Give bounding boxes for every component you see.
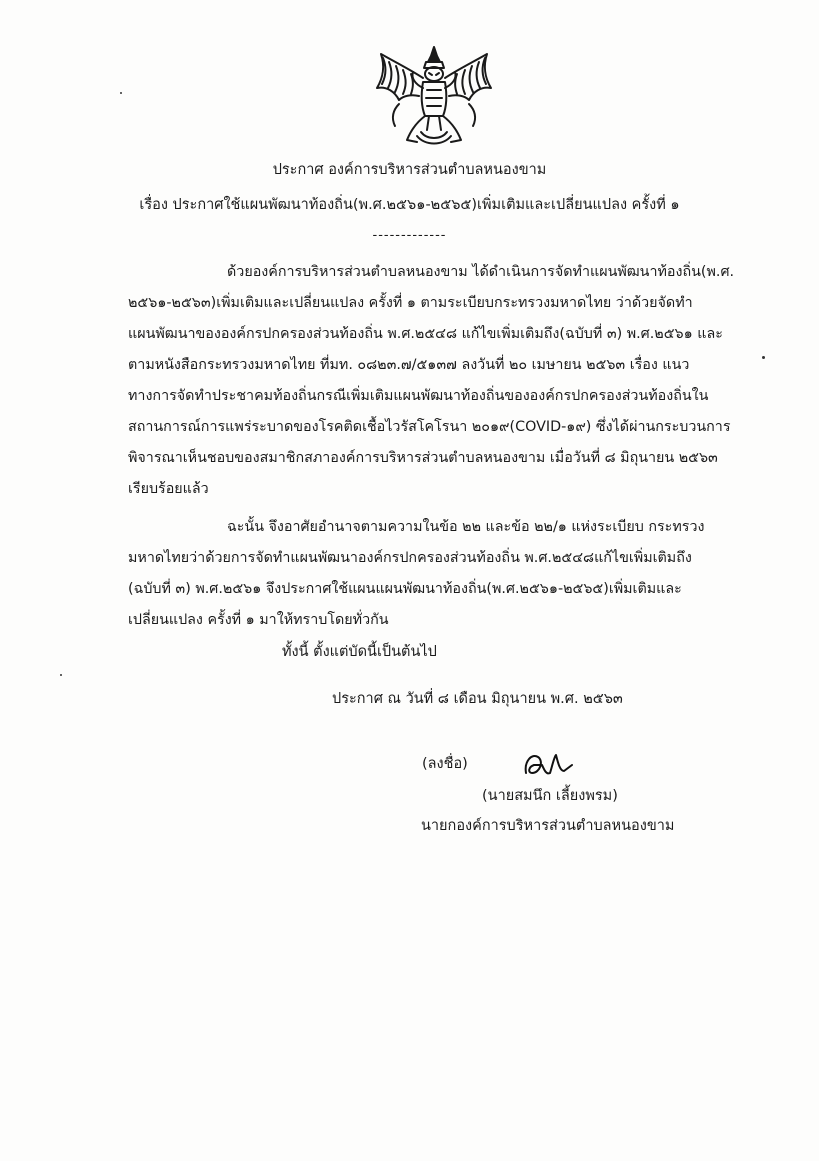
paragraph-line: แผนพัฒนาขององค์กรปกครองส่วนท้องถิ่น พ.ศ.๒๕๔๘ แก้ไขเพิ่มเติมถึง(ฉบับที่ ๓) พ.ศ.๒๕๖๑ และ — [128, 326, 723, 342]
announcement-subject: เรื่อง ประกาศใช้แผนพัฒนาท้องถิ่น(พ.ศ.๒๕๖๑-๒๕๖๕)เพิ่มเติมและเปลี่ยนแปลง ครั้งที่ ๑ — [139, 197, 680, 213]
paragraph-line: เปลี่ยนแปลง ครั้งที่ ๑ มาให้ทราบโดยทั่วกัน — [128, 612, 389, 628]
paragraph-line: (ฉบับที่ ๓) พ.ศ.๒๕๖๑ จึงประกาศใช้แผนแผนพัฒนาท้องถิ่น(พ.ศ.๒๕๖๑-๒๕๖๕)เพิ่มเติมและ — [128, 581, 682, 597]
signed-label: (ลงชื่อ) — [422, 756, 468, 772]
paragraph-line: ตามหนังสือกระทรวงมหาดไทย ที่มท. ๐๘๒๓.๗/๕๑๓๗ ลงวันที่ ๒๐ เมษายน ๒๕๖๓ เรื่อง แนว — [128, 357, 690, 373]
paragraph-line: มหาดไทยว่าด้วยการจัดทำแผนพัฒนาองค์กรปกครองส่วนท้องถิ่น พ.ศ.๒๕๔๘แก้ไขเพิ่มเติมถึง — [128, 550, 692, 566]
paragraph-line: สถานการณ์การแพร่ระบาดของโรคติดเชื้อไวรัสโคโรนา ๒๐๑๙(COVID-๑๙) ซึ่งได้ผ่านกระบวนการ — [128, 419, 731, 435]
body-paragraph-1 — [128, 257, 748, 505]
body-paragraph-2 — [128, 512, 748, 636]
handwritten-signature — [522, 747, 574, 781]
scan-speck — [120, 92, 122, 94]
paragraph-line: ทางการจัดทำประชาคมท้องถิ่นกรณีเพิ่มเติมแผนพัฒนาท้องถิ่นขององค์กรปกครองส่วนท้องถิ่นใน — [128, 388, 709, 404]
effective-clause: ทั้งนี้ ตั้งแต่บัดนี้เป็นต้นไป — [282, 644, 437, 660]
announcement-date: ประกาศ ณ วันที่ ๘ เดือน มิถุนายน พ.ศ. ๒๕๖๓ — [332, 691, 623, 707]
paragraph-line: ฉะนั้น จึงอาศัยอำนาจตามความในข้อ ๒๒ และข้อ ๒๒/๑ แห่งระเบียบ กระทรวง — [227, 519, 705, 535]
scan-speck — [762, 356, 765, 359]
signer-name: (นายสมนึก เลี้ยงพรม) — [482, 788, 618, 804]
announcement-title: ประกาศ องค์การบริหารส่วนตำบลหนองขาม — [272, 162, 547, 178]
paragraph-line: เรียบร้อยแล้ว — [128, 481, 209, 497]
paragraph-line: พิจารณาเห็นชอบของสมาชิกสภาองค์การบริหารส่วนตำบลหนองขาม เมื่อวันที่ ๘ มิถุนายน ๒๕๖๓ — [128, 450, 718, 466]
signer-position: นายกองค์การบริหารส่วนตำบลหนองขาม — [421, 818, 675, 834]
title-separator: ------------- — [372, 228, 447, 243]
scan-speck — [60, 674, 62, 676]
paragraph-line: ด้วยองค์การบริหารส่วนตำบลหนองขาม ได้ดำเนินการจัดทำแผนพัฒนาท้องถิ่น(พ.ศ. — [227, 264, 735, 280]
paragraph-line: ๒๕๖๑-๒๕๖๓)เพิ่มเติมและเปลี่ยนแปลง ครั้งที่ ๑ ตามระเบียบกระทรวงมหาดไทย ว่าด้วยจัดทำ — [128, 295, 693, 311]
garuda-emblem-icon — [373, 44, 495, 150]
